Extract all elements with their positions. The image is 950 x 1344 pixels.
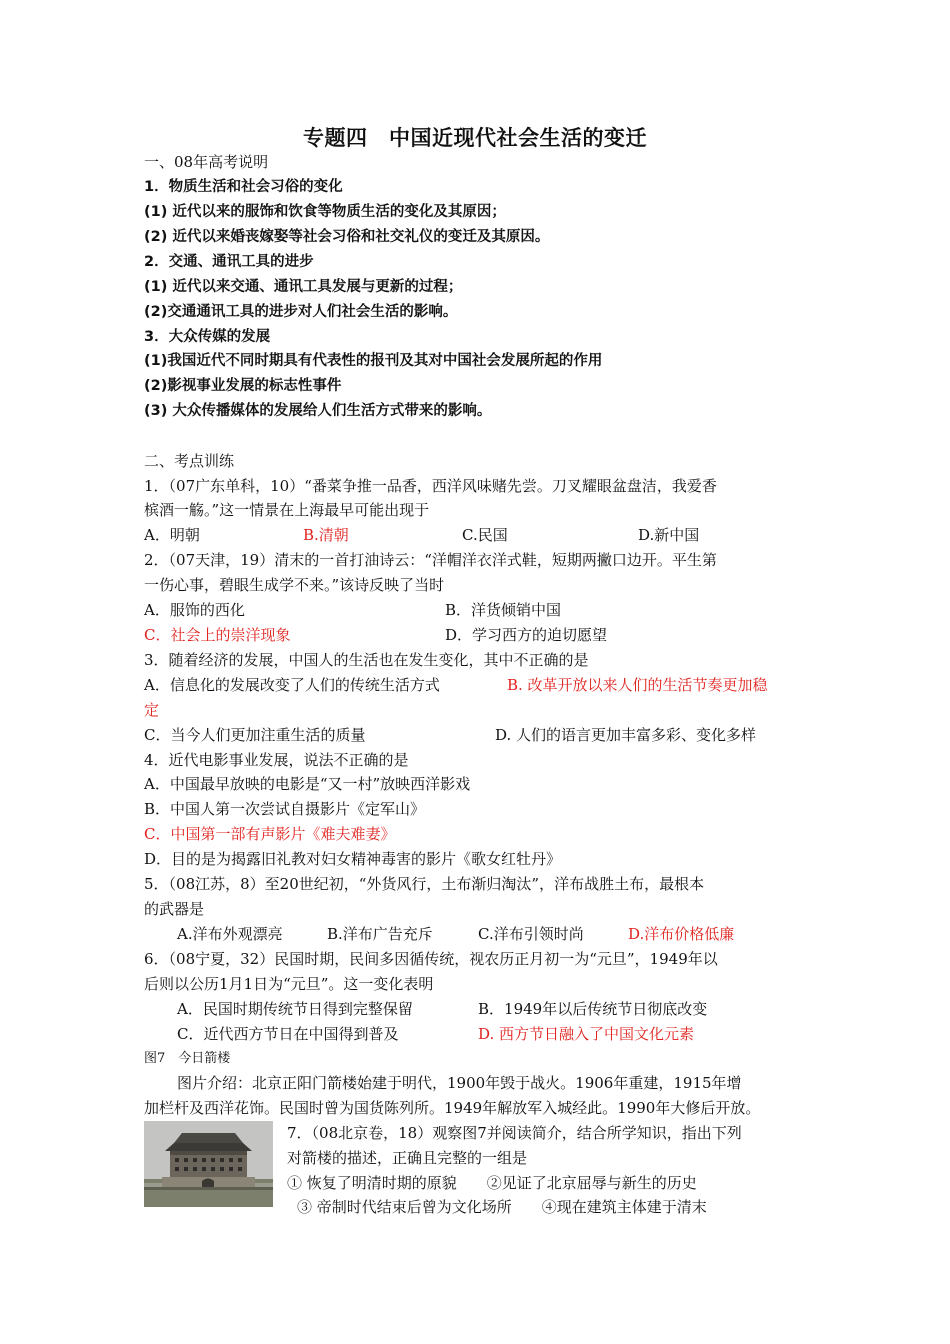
- question-stem: 7．（08北京卷，18）观察图7并阅读简介，结合所学知识，指出下列: [287, 1124, 742, 1142]
- option-c-answer: C．中国第一部有声影片《难夫难妻》: [144, 825, 396, 843]
- option-b-answer: B.清朝: [303, 526, 349, 544]
- option-c-answer: C．社会上的崇洋现象: [144, 626, 291, 644]
- question-stem: 5．（08江苏，8）至20世纪初，“外货风行，土布渐归淘汰”，洋布战胜土布，最根本: [144, 875, 705, 893]
- statement-options: ③ 帝制时代结束后曾为文化场所 ④现在建筑主体建于清末: [297, 1198, 707, 1216]
- figure-description: 加栏杆及西洋花饰。民国时曾为国货陈列所。1949年解放军入城经此。1990年大修后开放。: [144, 1099, 761, 1117]
- option-a: A.洋布外观漂亮: [177, 925, 283, 943]
- section-heading: 二、考点训练: [144, 452, 235, 470]
- page-title: 专题四 中国近现代社会生活的变迁: [303, 126, 647, 150]
- option-c: C.民国: [462, 526, 508, 544]
- option-b-answer-cont: 定: [144, 701, 160, 719]
- statement-options: ① 恢复了明清时期的原貌 ②见证了北京屈辱与新生的历史: [287, 1174, 697, 1192]
- syllabus-item: (1)我国近代不同时期具有代表性的报刊及其对中国社会发展所起的作用: [144, 353, 603, 369]
- syllabus-item: 2．交通、通讯工具的进步: [144, 254, 314, 270]
- option-c: C．当今人们更加注重生活的质量: [144, 726, 366, 744]
- syllabus-item: 3．大众传媒的发展: [144, 329, 271, 345]
- option-d: D．学习西方的迫切愿望: [445, 626, 608, 644]
- option-b: B．1949年以后传统节日彻底改变: [478, 1000, 708, 1018]
- syllabus-item: (3) 大众传播媒体的发展给人们生活方式带来的影响。: [144, 403, 492, 419]
- question-stem: 6．（08宁夏，32）民国时期，民间多因循传统，视农历正月初一为“元旦”，1949年以: [144, 950, 718, 968]
- question-stem: 3．随着经济的发展，中国人的生活也在发生变化，其中不正确的是: [144, 651, 589, 669]
- option-a: A．服饰的西化: [144, 601, 245, 619]
- section-heading: 一、08年高考说明: [144, 153, 269, 171]
- option-a: A．民国时期传统节日得到完整保留: [177, 1000, 413, 1018]
- question-stem: 的武器是: [144, 900, 205, 918]
- option-b: B．洋货倾销中国: [445, 601, 562, 619]
- question-stem: 2．（07天津，19）清末的一首打油诗云：“洋帽洋衣洋式鞋，短期两撇口边开。平生第: [144, 551, 717, 569]
- question-stem: 后则以公历1月1日为“元旦”。这一变化表明: [144, 975, 434, 993]
- syllabus-item: (2)交通通讯工具的进步对人们社会生活的影响。: [144, 304, 458, 320]
- option-a: A．明朝: [144, 526, 200, 544]
- figure-description: 图片介绍：北京正阳门箭楼始建于明代，1900年毁于战火。1906年重建，1915年增: [177, 1074, 742, 1092]
- option-b: B．中国人第一次尝试自摄影片《定军山》: [144, 800, 426, 818]
- syllabus-item: 1．物质生活和社会习俗的变化: [144, 179, 343, 195]
- question-stem: 4．近代电影事业发展，说法不正确的是: [144, 751, 409, 769]
- option-a: A．中国最早放映的电影是“又一村”放映西洋影戏: [144, 775, 471, 793]
- question-stem: 1．（07广东单科，10）“番菜争推一品香，西洋风味赌先尝。刀叉耀眼盆盘洁，我爱香: [144, 477, 717, 495]
- option-a: A．信息化的发展改变了人们的传统生活方式: [144, 676, 440, 694]
- question-stem: 对箭楼的描述，正确且完整的一组是: [287, 1149, 528, 1167]
- option-d: D.新中国: [638, 526, 700, 544]
- arrow-tower-photo: [144, 1121, 273, 1207]
- syllabus-item: (1) 近代以来交通、通讯工具发展与更新的过程；: [144, 279, 463, 295]
- option-c: C.洋布引领时尚: [478, 925, 584, 943]
- option-d-answer: D. 西方节日融入了中国文化元素: [478, 1025, 695, 1043]
- syllabus-item: (2)影视事业发展的标志性事件: [144, 378, 342, 394]
- question-stem: 一伤心事，碧眼生成学不来。”该诗反映了当时: [144, 576, 445, 594]
- figure-caption: 图7 今日箭楼: [144, 1051, 231, 1066]
- question-stem: 槟酒一觞。”这一情景在上海最早可能出现于: [144, 501, 430, 519]
- syllabus-item: (1) 近代以来的服饰和饮食等物质生活的变化及其原因；: [144, 204, 506, 220]
- option-d: D．目的是为揭露旧礼教对妇女精神毒害的影片《歌女红牡丹》: [144, 850, 562, 868]
- option-b-answer: B. 改革开放以来人们的生活节奏更加稳: [507, 676, 768, 694]
- option-d: D. 人们的语言更加丰富多彩、变化多样: [495, 726, 757, 744]
- option-d-answer: D.洋布价格低廉: [628, 925, 735, 943]
- syllabus-item: (2) 近代以来婚丧嫁娶等社会习俗和社交礼仪的变迁及其原因。: [144, 229, 550, 245]
- option-c: C．近代西方节日在中国得到普及: [177, 1025, 399, 1043]
- option-b: B.洋布广告充斥: [327, 925, 433, 943]
